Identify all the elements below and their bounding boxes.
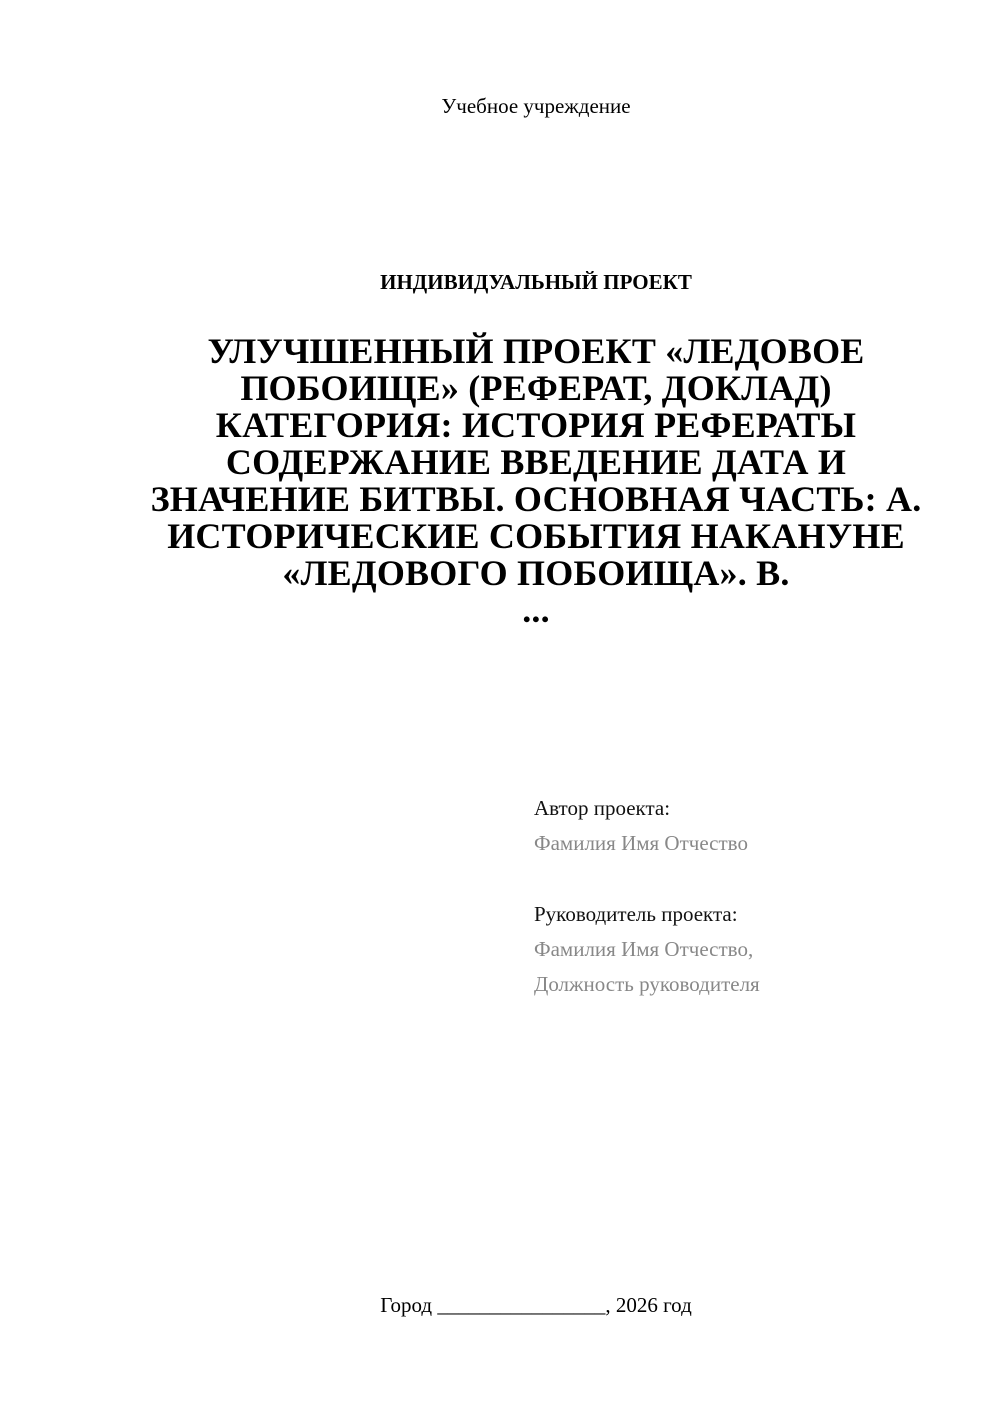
- project-title-text: УЛУЧШЕННЫЙ ПРОЕКТ «ЛЕДОВОЕ ПОБОИЩЕ» (РЕФЕРАТ, ДОКЛАД) КАТЕГОРИЯ: ИСТОРИЯ РЕФЕРАТЫ СОДЕРЖАНИЕ ВВЕДЕНИЕ ДАТА И ЗНАЧЕНИЕ БИТВЫ. ОСНОВНАЯ ЧАСТЬ: А. ИСТОРИЧЕСКИЕ СОБЫТИЯ НАКАНУНЕ «ЛЕДОВОГО ПОБОИЩА». В.: [150, 331, 922, 593]
- author-name: Фамилия Имя Отчество: [534, 831, 748, 855]
- project-title-ellipsis: ...: [522, 590, 550, 630]
- author-block: [534, 791, 974, 1002]
- block-spacer: [534, 861, 974, 897]
- supervisor-position: Должность руководителя: [534, 972, 760, 996]
- city-year-footer: Город ________________, 2026 год: [380, 1293, 692, 1317]
- institution-name: Учебное учреждение: [441, 94, 631, 118]
- supervisor-name: Фамилия Имя Отчество,: [534, 937, 754, 961]
- project-title: [140, 333, 932, 629]
- supervisor-label: Руководитель проекта:: [534, 902, 738, 926]
- author-label: Автор проекта:: [534, 796, 671, 820]
- project-type-heading: ИНДИВИДУАЛЬНЫЙ ПРОЕКТ: [380, 270, 692, 294]
